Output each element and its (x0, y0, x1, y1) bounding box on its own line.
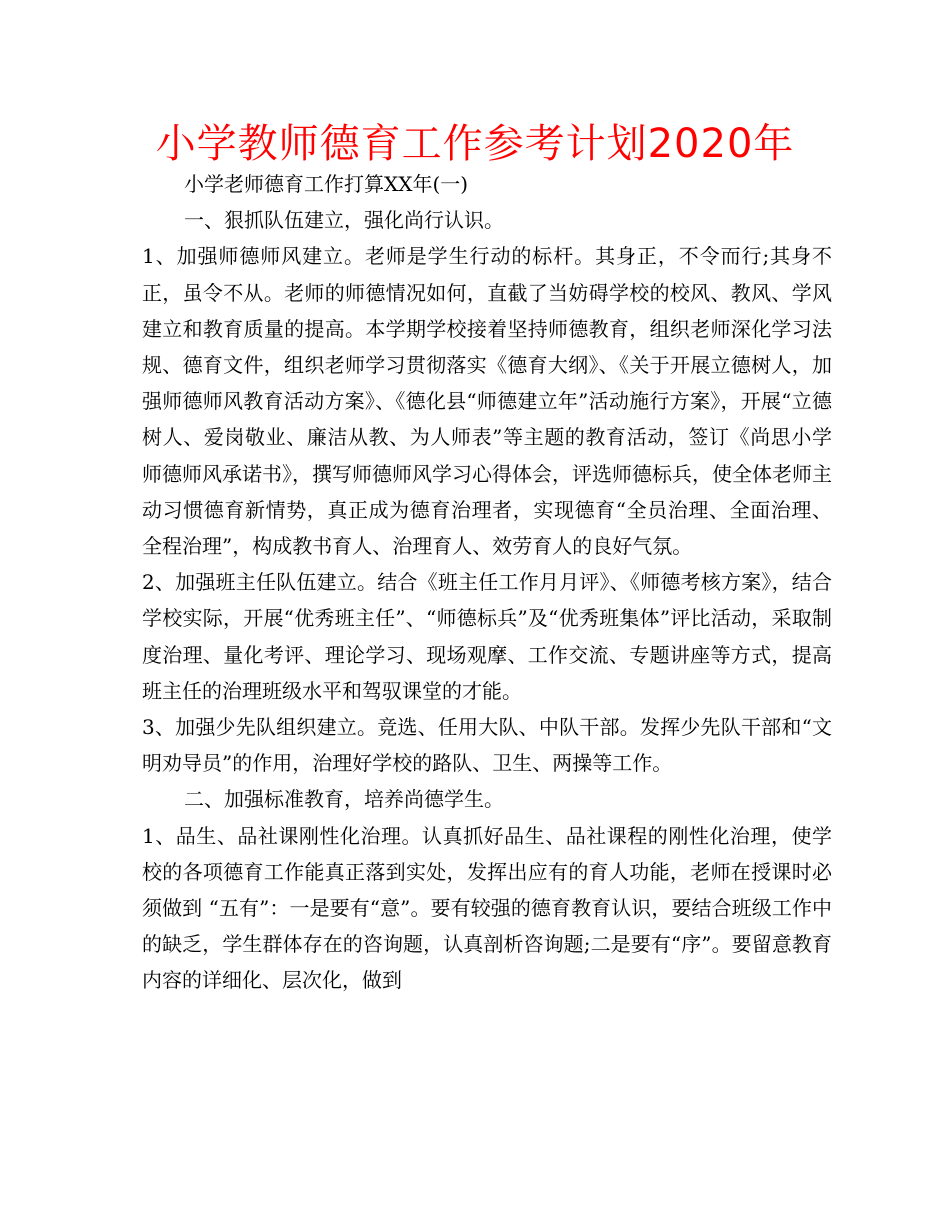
document-body (142, 166, 832, 999)
paragraph: 2、加强班主任队伍建立。结合《班主任工作月月评》、《师德考核方案》，结合学校实际，开展“优秀班主任”、“师德标兵”及“优秀班集体”评比活动，采取制度治理、量化考评、理论学习、现场观摩、工作交流、专题讲座等方式，提高班主任的治理班级水平和驾驭课堂的才能。 (142, 570, 832, 703)
paragraph: 1、品生、品社课刚性化治理。认真抓好品生、品社课程的刚性化治理，使学校的各项德育工作能真正落到实处，发挥出应有的育人功能，老师在授课时必须做到 “五有”：一是要有“意”。要有较强的德育教育认识，要结合班级工作中的缺乏，学生群体存在的咨询题，认真剖析咨询题;二是要有“序”。要留意教育内容的详细化、层次化，做到 (142, 823, 832, 993)
paragraph: 1、加强师德师风建立。老师是学生行动的标杆。其身正，不令而行;其身不正，虽令不从。老师的师德情况如何，直截了当妨碍学校的校风、教风、学风建立和教育质量的提高。本学期学校接着坚持师德教育，组织老师深化学习法规、德育文件，组织老师学习贯彻落实《德育大纲》、《关于开展立德树人，加强师德师风教育活动方案》、《德化县“师德建立年”活动施行方案》，开展“立德树人、爱岗敬业、廉洁从教、为人师表”等主题的教育活动，签订《尚思小学师德师风承诺书》，撰写师德师风学习心得体会，评选师德标兵，使全体老师主动习惯德育新情势，真正成为德育治理者，实现德育“全员治理、全面治理、全程治理”，构成教书育人、治理育人、效劳育人的良好气氛。 (142, 244, 832, 559)
paragraph: 二、加强标准教育，培养尚德学生。 (184, 787, 504, 812)
document-subtitle: 小学老师德育工作打算XX年(一) (184, 172, 469, 196)
paragraph: 3、加强少先队组织建立。竞选、任用大队、中队干部。发挥少先队干部和“文明劝导员”的作用，治理好学校的路队、卫生、两操等工作。 (142, 715, 832, 776)
document-title: 小学教师德育工作参考计划2020年 (155, 121, 795, 167)
paragraph: 一、狠抓队伍建立，强化尚行认识。 (184, 208, 504, 233)
